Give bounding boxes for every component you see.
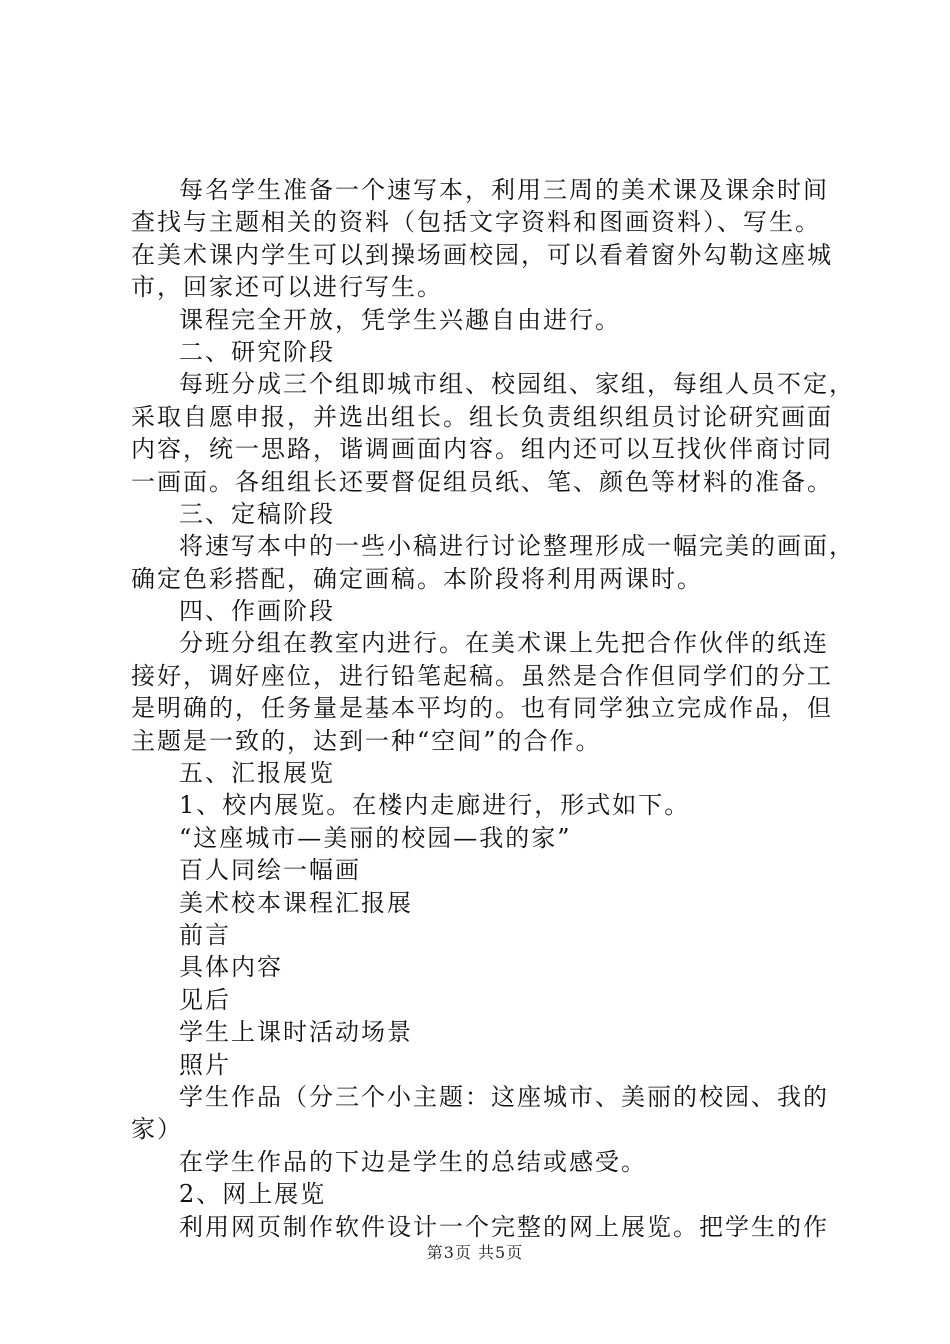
text-line: 在美术课内学生可以到操场画校园，可以看着窗外勾勒这座城: [131, 240, 833, 269]
text-line: 二、研究阶段: [179, 337, 335, 366]
text-line: 每名学生准备一个速写本，利用三周的美术课及课余时间: [179, 176, 829, 204]
text-line: 学生上课时活动场景: [179, 1018, 413, 1047]
text-line: 五、汇报展览: [179, 759, 335, 788]
page-footer: 第3页 共5页: [426, 1243, 524, 1262]
text-line: 照片: [179, 1050, 231, 1079]
document-body: [131, 174, 855, 1243]
text-line: 在学生作品的下边是学生的总结或感受。: [179, 1147, 647, 1176]
text-line: 前言: [179, 920, 231, 949]
text-line: 四、作画阶段: [179, 597, 335, 626]
text-line: 三、定稿阶段: [179, 499, 335, 528]
text-line: 每班分成三个组即城市组、校园组、家组，每组人员不定，: [179, 370, 855, 399]
text-line: 市，回家还可以进行写生。: [131, 273, 443, 302]
text-line: 接好，调好座位，进行铅笔起稿。虽然是合作但同学们的分工: [131, 661, 833, 690]
text-line: 课程完全开放，凭学生兴趣自由进行。: [179, 305, 621, 334]
text-line: 1、校内展览。在楼内走廊进行，形式如下。: [179, 791, 691, 820]
text-line: 美术校本课程汇报展: [179, 888, 413, 917]
text-line: 采取自愿申报，并选出组长。组长负责组织组员讨论研究画面: [131, 402, 833, 431]
text-line: 学生作品（分三个小主题：这座城市、美丽的校园、我的: [179, 1082, 829, 1111]
text-line: 查找与主题相关的资料（包括文字资料和图画资料）、写生。: [131, 208, 821, 237]
text-line: 将速写本中的一些小稿进行讨论整理形成一幅完美的画面，: [179, 532, 855, 561]
text-line: 家）: [131, 1115, 183, 1144]
text-line: 见后: [179, 985, 231, 1014]
text-line: 内容，统一思路，谐调画面内容。组内还可以互找伙伴商讨同: [131, 435, 833, 464]
text-line: 具体内容: [179, 953, 283, 982]
text-line: 主题是一致的，达到一种“空间”的合作。: [131, 726, 602, 755]
text-line: 分班分组在教室内进行。在美术课上先把合作伙伴的纸连: [179, 629, 829, 658]
text-line: 是明确的，任务量是基本平均的。也有同学独立完成作品，但: [131, 694, 833, 723]
text-line: 确定色彩搭配，确定画稿。本阶段将利用两课时。: [131, 564, 703, 593]
text-line: “这座城市—美丽的校园—我的家”: [179, 823, 572, 852]
text-line: 利用网页制作软件设计一个完整的网上展览。把学生的作: [179, 1212, 829, 1241]
text-line: 2、网上展览: [179, 1180, 327, 1209]
text-line: 一画面。各组组长还要督促组员纸、笔、颜色等材料的准备。: [131, 467, 833, 496]
text-line: 百人同绘一幅画: [179, 856, 361, 885]
